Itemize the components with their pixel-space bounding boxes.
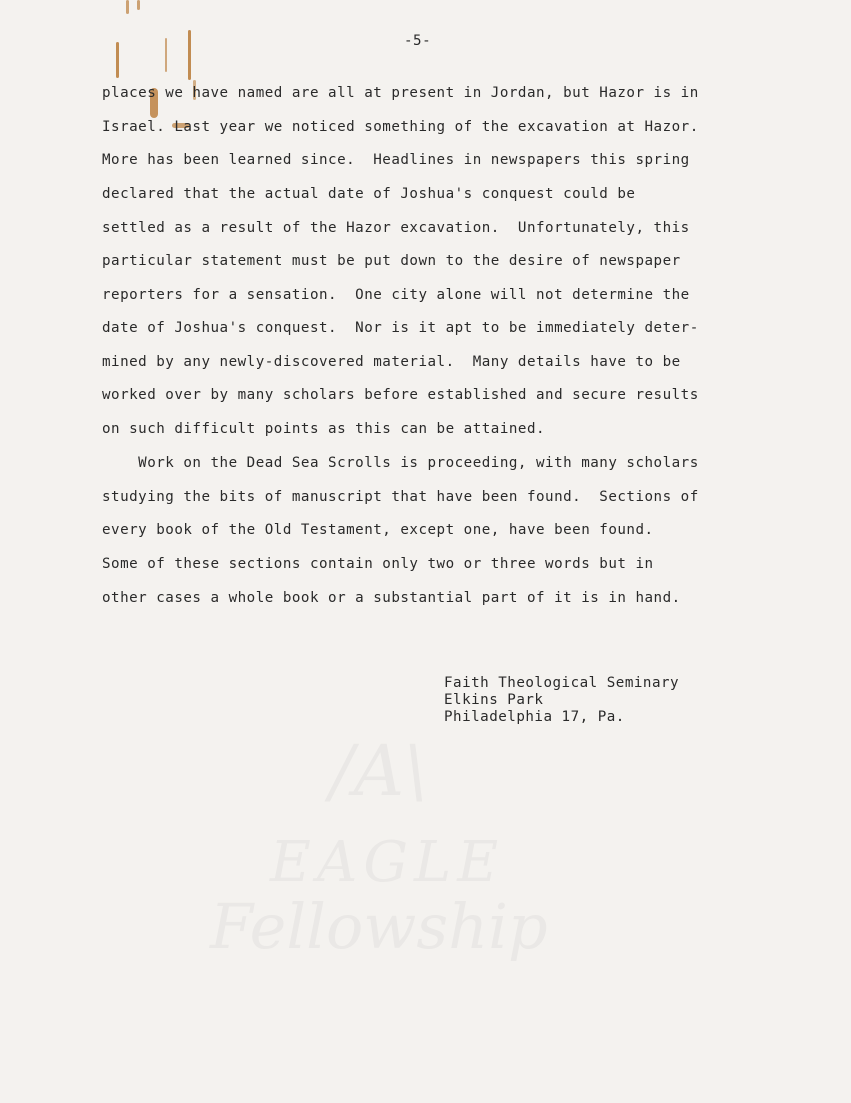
paragraph-1-line: settled as a result of the Hazor excavation. Unfortunately, this bbox=[102, 220, 690, 236]
page-number: -5- bbox=[404, 33, 432, 49]
signature-city: Philadelphia 17, Pa. bbox=[444, 709, 625, 725]
paragraph-2-line: studying the bits of manuscript that have been found. Sections of bbox=[102, 489, 699, 505]
paragraph-1-line: declared that the actual date of Joshua's conquest could be bbox=[102, 186, 636, 202]
signature-locality: Elkins Park bbox=[444, 692, 544, 708]
paragraph-1-line: on such difficult points as this can be attained. bbox=[102, 421, 546, 437]
bleed-through-mark: Fellowship bbox=[210, 890, 548, 963]
rust-stain bbox=[188, 30, 191, 80]
paragraph-1-line: More has been learned since. Headlines in newspapers this spring bbox=[102, 152, 690, 168]
paragraph-1-line: particular statement must be put down to the desire of newspaper bbox=[102, 253, 681, 269]
rust-stain bbox=[165, 38, 167, 72]
paragraph-1-line: Israel. Last year we noticed something of the excavation at Hazor. bbox=[102, 119, 699, 135]
paragraph-1-line: places we have named are all at present in Jordan, but Hazor is in bbox=[102, 85, 699, 101]
rust-stain bbox=[116, 42, 119, 78]
signature-institution: Faith Theological Seminary bbox=[444, 675, 680, 691]
rust-stain bbox=[137, 0, 140, 10]
paragraph-1-line: mined by any newly-discovered material. Many details have to be bbox=[102, 354, 681, 370]
paragraph-1-line: reporters for a sensation. One city alone will not determine the bbox=[102, 287, 690, 303]
bleed-through-mark: /A\ bbox=[330, 730, 428, 812]
paragraph-2-line: Some of these sections contain only two or three words but in bbox=[102, 556, 654, 572]
paragraph-2-line: other cases a whole book or a substantial part of it is in hand. bbox=[102, 590, 681, 606]
paragraph-2-line: Work on the Dead Sea Scrolls is proceeding, with many scholars bbox=[102, 455, 699, 471]
paragraph-2-line: every book of the Old Testament, except one, have been found. bbox=[102, 522, 654, 538]
paragraph-1-line: worked over by many scholars before established and secure results bbox=[102, 387, 699, 403]
rust-stain bbox=[126, 0, 129, 14]
bleed-through-mark: EAGLE bbox=[270, 830, 505, 895]
paragraph-1-line: date of Joshua's conquest. Nor is it apt to be immediately deter- bbox=[102, 320, 699, 336]
